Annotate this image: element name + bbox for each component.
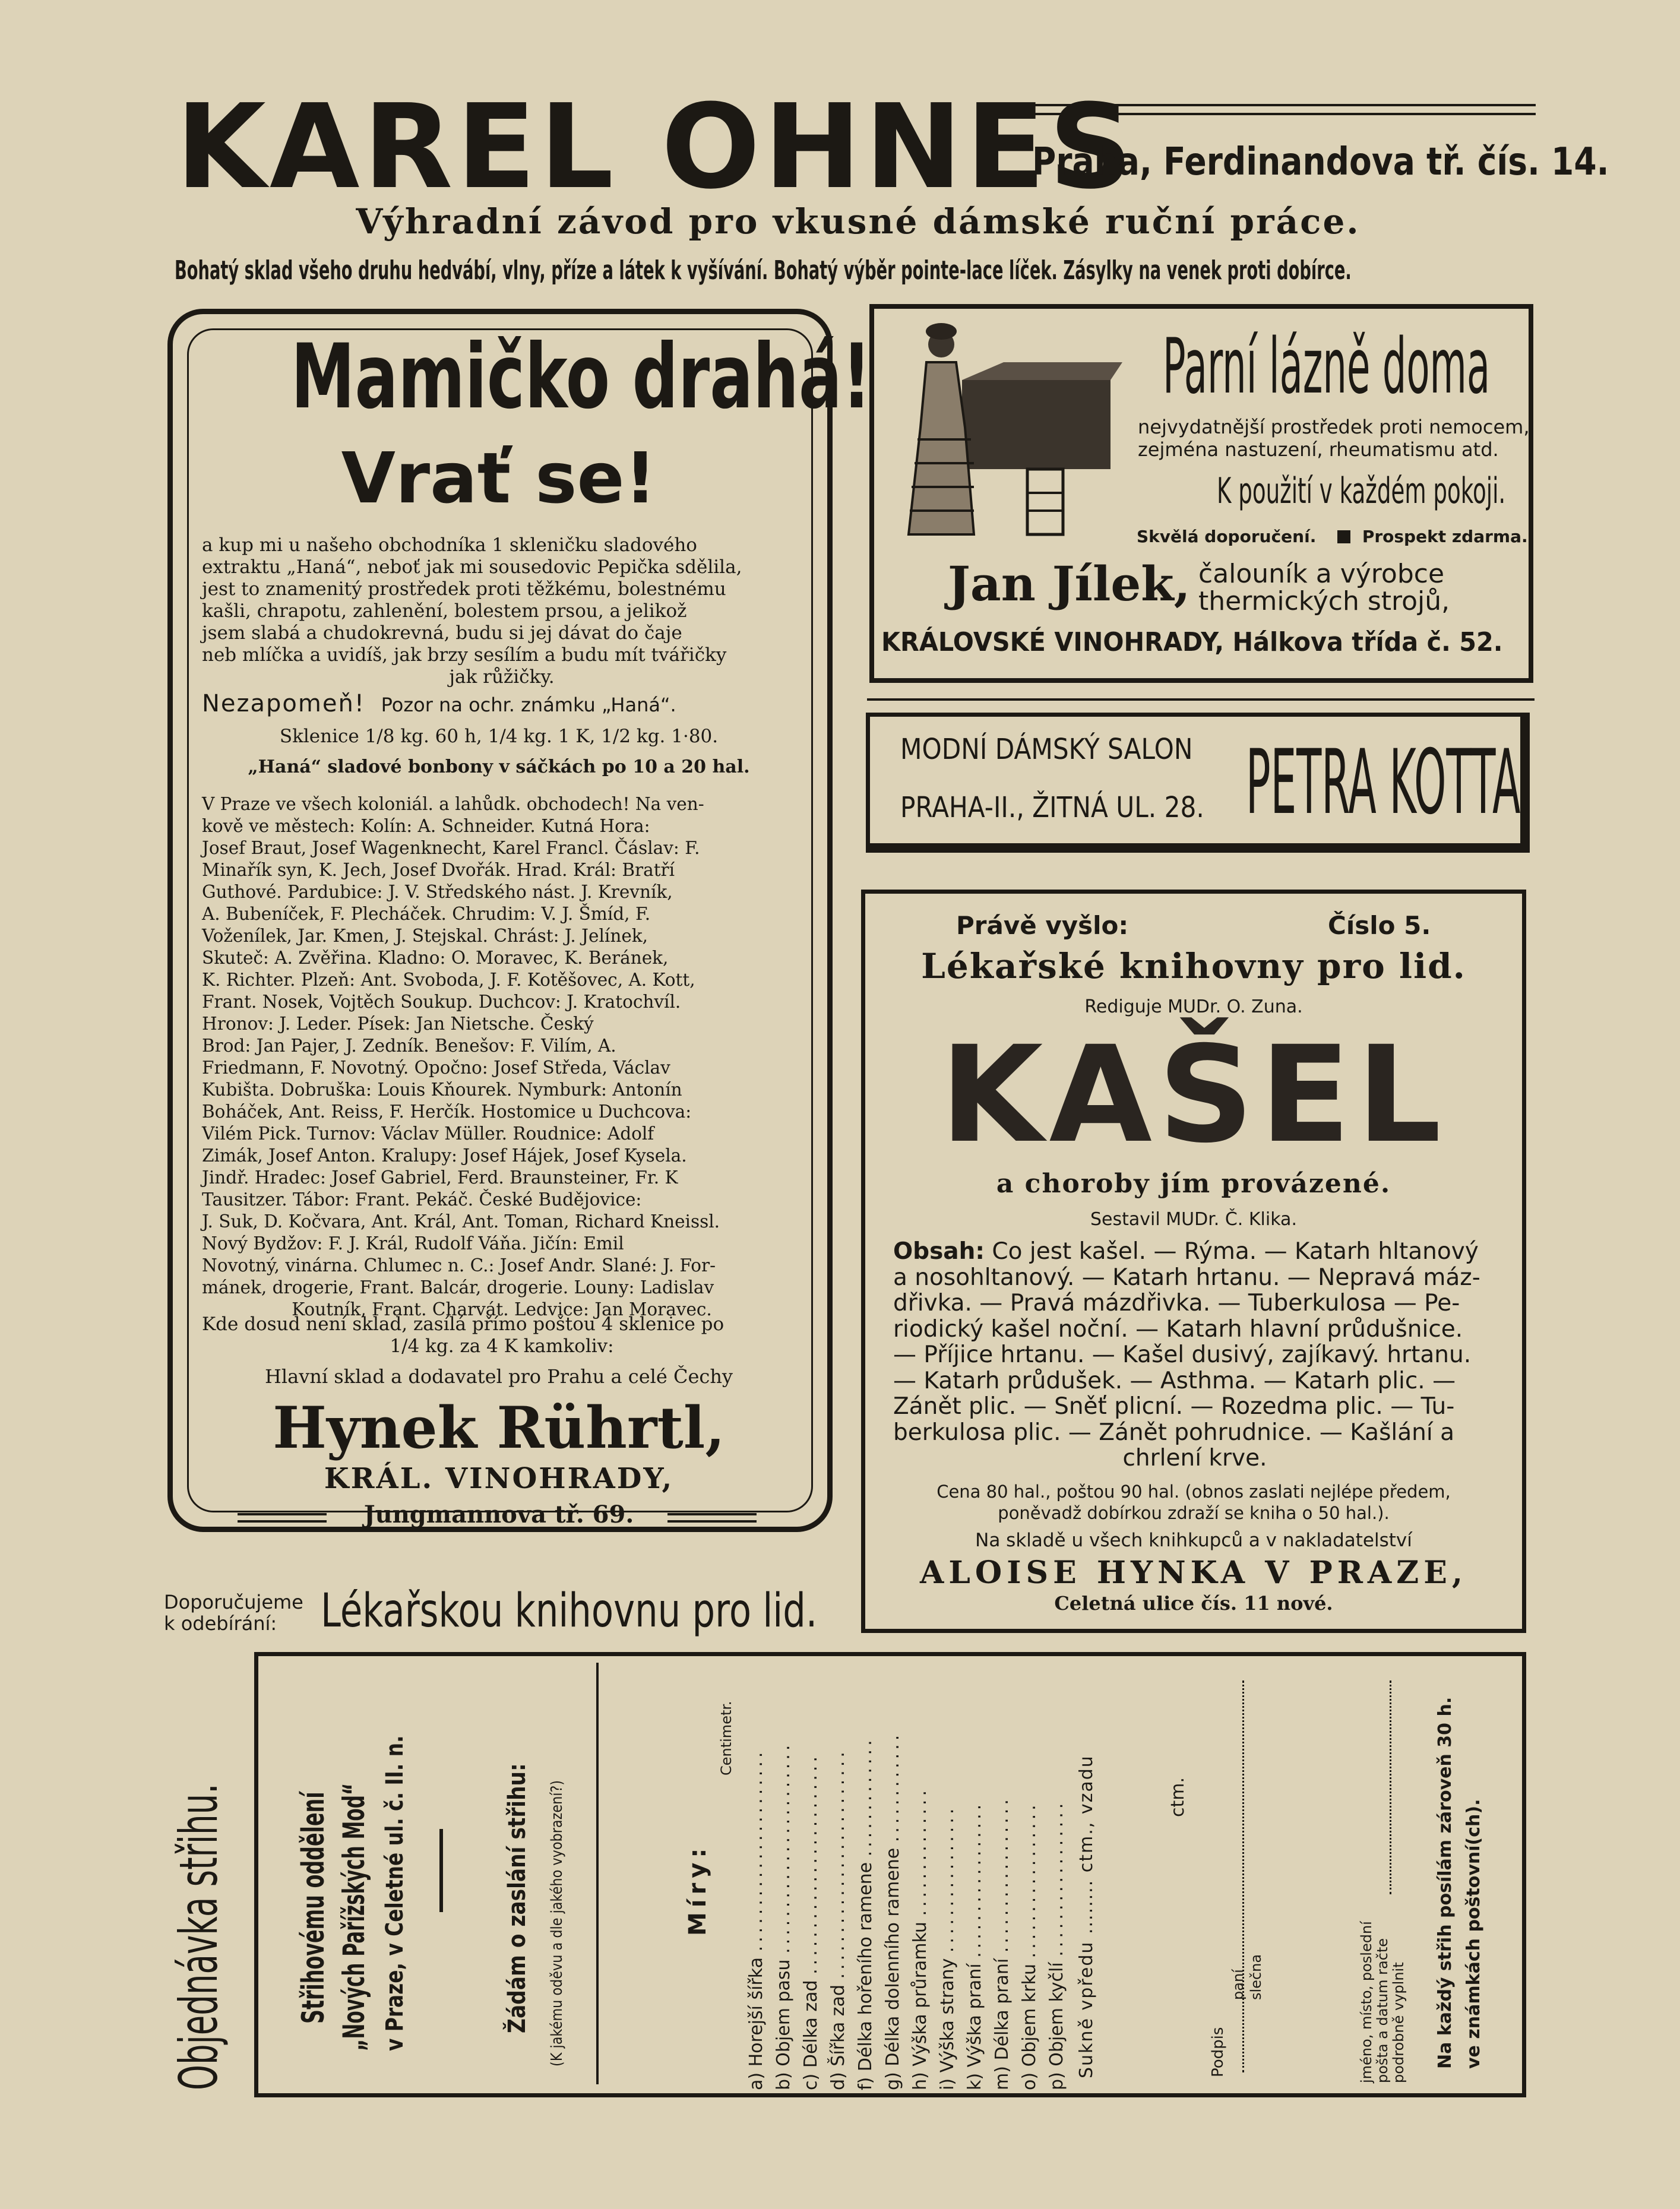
dealer-line: Jindř. Hradec: Josef Gabriel, Ferd. Braunsteiner, Fr. K — [202, 1167, 678, 1188]
dealer-line: Nový Bydžov: F. J. Král, Rudolf Váňa. Jičín: Emil — [202, 1233, 624, 1254]
steam-maker-role: čalouník a výrobce thermických strojů, — [1198, 559, 1450, 616]
header-subline: Bohatý sklad všeho druhu hedvábí, vlny, příze a látek k vyšívání. Bohatý výběr pointe-lace líček. Zásylky na venek proti dobírce. — [175, 255, 1352, 286]
book-issue: Číslo 5. — [1328, 911, 1431, 940]
header-rule-top — [1032, 104, 1536, 106]
contents-line: — Katarh průdušek. — Asthma. — Katarh plic. — — [893, 1367, 1456, 1394]
square-bullet-icon — [1337, 530, 1350, 543]
dealer-line: Friedmann, F. Novotný. Opočno: Josef Středa, Václav — [202, 1058, 670, 1078]
order-note-line1: Na každý střih posílám zároveň 30 h. — [1435, 1697, 1456, 2069]
measure-item: i) Výška strany ................ — [937, 1805, 958, 2090]
steam-recommendations: Skvělá doporučení. Prospekt zdarma. — [1137, 527, 1528, 546]
measure-item: g) Délka dolenního ramene ............ — [882, 1731, 903, 2090]
measure-item: p) Objem kyčlí ................. — [1046, 1799, 1067, 2090]
order-to-line1: Střihovému oddělení — [296, 1792, 331, 2024]
order-address-label: jméno, místo, poslední pošta a datum račte podrobně vyplnit — [1358, 1921, 1407, 2083]
hana-headline: Mamičko drahá! — [290, 325, 872, 429]
contents-line: Zánět plic. — Sněť plicní. — Rozedma plic. — Tu- — [893, 1393, 1455, 1420]
measure-item: k) Výška praní ................. — [964, 1800, 985, 2090]
hana-body-line: jsem slabá a chudokrevná, budu si jej dávat do čaje — [202, 622, 682, 644]
measure-item: o) Objem krku ................. — [1019, 1801, 1040, 2090]
book-contents — [893, 1239, 1497, 1471]
contents-line: a nosohltanový. — Katarh hrtanu. — Nepravá máz- — [893, 1264, 1480, 1291]
book-stock: Na skladě u všech knihkupců a v nakladatelství — [975, 1530, 1412, 1551]
book-title: KAŠEL — [939, 1017, 1447, 1172]
order-divider — [596, 1663, 599, 2084]
hana-subheadline: Vrať se! — [341, 437, 657, 519]
contents-line: riodický kašel noční. — Katarh hlavní průdušnice. — [893, 1315, 1463, 1343]
dealer-line: Brod: Jan Pajer, J. Zedník. Benešov: F. Vilím, A. — [202, 1036, 616, 1056]
hana-merchant: Hynek Rührtl, — [273, 1394, 725, 1461]
dealer-line: Tausitzer. Tábor: Frant. Pekáč. České Budějovice: — [202, 1189, 642, 1210]
salon-line2: PRAHA-II., ŽITNÁ UL. 28. — [900, 791, 1204, 824]
measure-item: c) Délka zad ........................ — [801, 1753, 821, 2090]
dealer-line: mánek, drogerie, Frant. Balcár, drogerie. Louny: Ladislav — [202, 1277, 714, 1297]
steam-maker: Jan Jílek, — [948, 556, 1191, 612]
mail-order-line: 1/4 kg. za 4 K kamkoliv: — [390, 1335, 614, 1357]
street-rule-right — [667, 1513, 757, 1523]
book-editor: Rediguje MUDr. O. Zuna. — [1084, 996, 1303, 1017]
steam-description: nejvydatnější prostředek proti nemocem, zejména nastuzení, rheumatismu atd. — [1138, 416, 1530, 461]
dealer-line: kově ve městech: Kolín: A. Schneider. Kutná Hora: — [202, 816, 650, 836]
address-line — [1390, 1681, 1391, 1894]
hana-dealers — [202, 793, 802, 1321]
dealer-line: Voženílek, Jar. Kmen, J. Stejskal. Chrást: J. Jelínek, — [202, 926, 648, 946]
book-publisher: ALOISE HYNKA V PRAZE, — [920, 1555, 1467, 1591]
hana-body-line: kašli, chrapotu, zahlenění, bolestem prsou, a jelikož — [202, 600, 687, 622]
recommend-label: Doporučujeme k odebírání: — [164, 1591, 303, 1635]
contents-line: — Příjice hrtanu. — Kašel dusivý, zajíkavý. hrtanu. — [893, 1341, 1472, 1368]
order-request: Žádám o zaslání střihu: — [504, 1763, 531, 2033]
dealer-line: Skuteč: A. Zvěřina. Kladno: O. Moravec, K. Beránek, — [202, 948, 669, 968]
measure-item: b) Objem pasu ....................... — [773, 1741, 794, 2090]
signature-line — [1242, 1681, 1244, 2072]
measure-item: a) Horejší šířka ...................... — [746, 1748, 767, 2090]
hana-main-depot: Hlavní sklad a dodavatel pro Prahu a celé Čechy — [264, 1365, 733, 1388]
header-rule-bottom — [1032, 113, 1536, 115]
measure-item: d) Šířka zad ......................... — [828, 1748, 849, 2090]
contents-label: Obsah: — [893, 1238, 985, 1265]
dealer-line: V Praze ve všech koloniál. a lahůdk. obchodech! Na ven- — [202, 794, 704, 814]
contents-line: dřivka. — Pravá mázdřivka. — Tuberkulosa — Pe- — [893, 1290, 1460, 1316]
order-measures-label: Míry: — [684, 1843, 711, 1936]
dealer-line: Koutník, Frant. Charvát. Ledvice: Jan Moravec. — [292, 1299, 712, 1319]
measure-item: f) Délka hořeního ramene ............. — [855, 1736, 876, 2090]
brand-title: KAREL OHNES — [176, 80, 1137, 215]
dealer-line: K. Richter. Plzeň: Ant. Svoboda, J. F. Kotěšovec, A. Kott, — [202, 970, 695, 990]
hana-body-line: extraktu „Haná“, neboť jak mi sousedovic Pepička sdělila, — [202, 556, 742, 578]
order-title-options: paní slečna — [1230, 1954, 1264, 2000]
book-author: Sestavil MUDr. Č. Klika. — [1090, 1209, 1297, 1230]
hana-bonbons: „Haná“ sladové bonbony v sáčkách po 10 a 20 hal. — [248, 757, 750, 777]
header-tagline: Výhradní závod pro vkusné dámské ruční práce. — [356, 201, 1361, 242]
book-series: Lékařské knihovny pro lid. — [921, 946, 1466, 986]
dealer-line: Hronov: J. Leder. Písek: Jan Nietsche. Český — [202, 1014, 594, 1034]
steam-address: KRÁLOVSKÉ VINOHRADY, Hálkova třída č. 52. — [881, 627, 1503, 657]
dealer-line: Vilém Pick. Turnov: Václav Müller. Roudnice: Adolf — [202, 1124, 654, 1144]
header-address: Praha, Ferdinandova tř. čís. 14. — [1032, 140, 1609, 184]
dealer-line: Guthové. Pardubice: J. V. Středského nást. J. Krevník, — [202, 882, 673, 902]
order-request-note: (K jakému oděvu a dle jakého vyobrazení?) — [548, 1780, 566, 2066]
dealer-line: Josef Braut, Josef Wagenknecht, Karel Francl. Čáslav: F. — [202, 838, 700, 858]
hana-merchant-street: Jungmannova tř. 69. — [363, 1501, 634, 1528]
dealer-line: Boháček, Ant. Reiss, F. Herčík. Hostomice u Duchcova: — [202, 1102, 692, 1122]
steam-bath-illustration — [885, 321, 1122, 546]
book-subtitle: a choroby jím provázené. — [996, 1169, 1391, 1199]
dealer-line: Zimák, Josef Anton. Kralupy: Josef Hájek, Josef Kysela. — [202, 1145, 687, 1166]
dealer-line: J. Suk, D. Kočvara, Ant. Král, Ant. Toman, Richard Kneissl. — [202, 1211, 720, 1232]
measure-item: m) Délka praní ................. — [992, 1796, 1013, 2090]
order-form-heading: Objednávka střihu. — [168, 1783, 229, 2090]
hana-mail-order — [202, 1314, 802, 1357]
order-unit-label: Centimetr. — [718, 1701, 735, 1776]
dealer-line: Frant. Nosek, Vojtěch Soukup. Duchcov: J. Kratochvíl. — [202, 992, 681, 1012]
order-skirt-unit: ctm. — [1168, 1777, 1188, 1817]
dealer-line: A. Bubeníček, F. Plecháček. Chrudim: V. J. Šmíd, F. — [202, 904, 651, 924]
book-publisher-address: Celetná ulice čís. 11 nové. — [1054, 1592, 1333, 1615]
book-price: Cena 80 hal., poštou 90 hal. (obnos zaslati nejlépe předem, poněvadž dobírkou zdraží se kniha o 50 hal.). — [937, 1482, 1451, 1523]
steam-title: Parní lázně doma — [1163, 322, 1491, 411]
contents-line: berkulosa plic. — Zánět pohrudnice. — Kašlání a — [893, 1419, 1454, 1446]
mail-order-line: Kde dosud není sklad, zasílá přímo poštou 4 sklenice po — [202, 1314, 724, 1335]
hana-body-line: neb mlíčka a uvidíš, jak brzy sesílím a budu mít tvářičky — [202, 644, 727, 666]
order-to-line3: v Praze, v Celetné ul. č. II. n. — [381, 1735, 409, 2051]
hana-merchant-city: KRÁL. VINOHRADY, — [324, 1462, 674, 1495]
dealer-line: Kubišta. Dobruška: Louis Kňourek. Nymburk: Antonín — [202, 1080, 682, 1100]
order-to-line2: „Nových Pařížských Mod“ — [337, 1783, 371, 2051]
dealer-line: Minařík syn, K. Jech, Josef Dvořák. Hrad. Král: Bratří — [202, 860, 675, 880]
dealer-line: Novotný, vinárna. Chlumec n. C.: Josef Andr. Slané: J. For- — [202, 1255, 716, 1276]
salon-name: PETRA KOTTA — [1246, 731, 1521, 834]
hana-remember: Nezapomeň! Pozor na ochr. známku „Haná“. — [202, 690, 676, 717]
order-skirt-front: Sukně vpředu ........ ctm., vzadu — [1076, 1755, 1097, 2078]
hana-body-line: jak růžičky. — [449, 666, 555, 688]
order-to-rule — [439, 1829, 443, 1912]
hana-body — [202, 534, 802, 688]
column-rule — [867, 698, 1535, 701]
hana-body-line: jest to znamenitý prostředek proti těžkému, bolestnému — [202, 578, 726, 600]
contents-line: chrlení krve. — [1122, 1445, 1267, 1471]
hana-body-line: a kup mi u našeho obchodníka 1 skleničku sladového — [202, 534, 697, 556]
order-signature-label: Podpis — [1209, 2027, 1227, 2077]
measure-item: h) Výška průramku .............. — [910, 1787, 931, 2090]
contents-line: Co jest kašel. — Rýma. — Katarh hltanový — [992, 1238, 1479, 1265]
hana-prices: Sklenice 1/8 kg. 60 h, 1/4 kg. 1 K, 1/2 kg. 1·80. — [279, 726, 719, 747]
order-note-line2: ve známkách poštovní(ch). — [1463, 1799, 1484, 2069]
salon-line1: MODNÍ DÁMSKÝ SALON — [900, 733, 1193, 766]
recommend-title: Lékařskou knihovnu pro lid. — [321, 1584, 818, 1638]
book-just-out: Právě vyšlo: — [956, 911, 1129, 940]
steam-usage: K použití v každém pokoji. — [1217, 470, 1506, 512]
